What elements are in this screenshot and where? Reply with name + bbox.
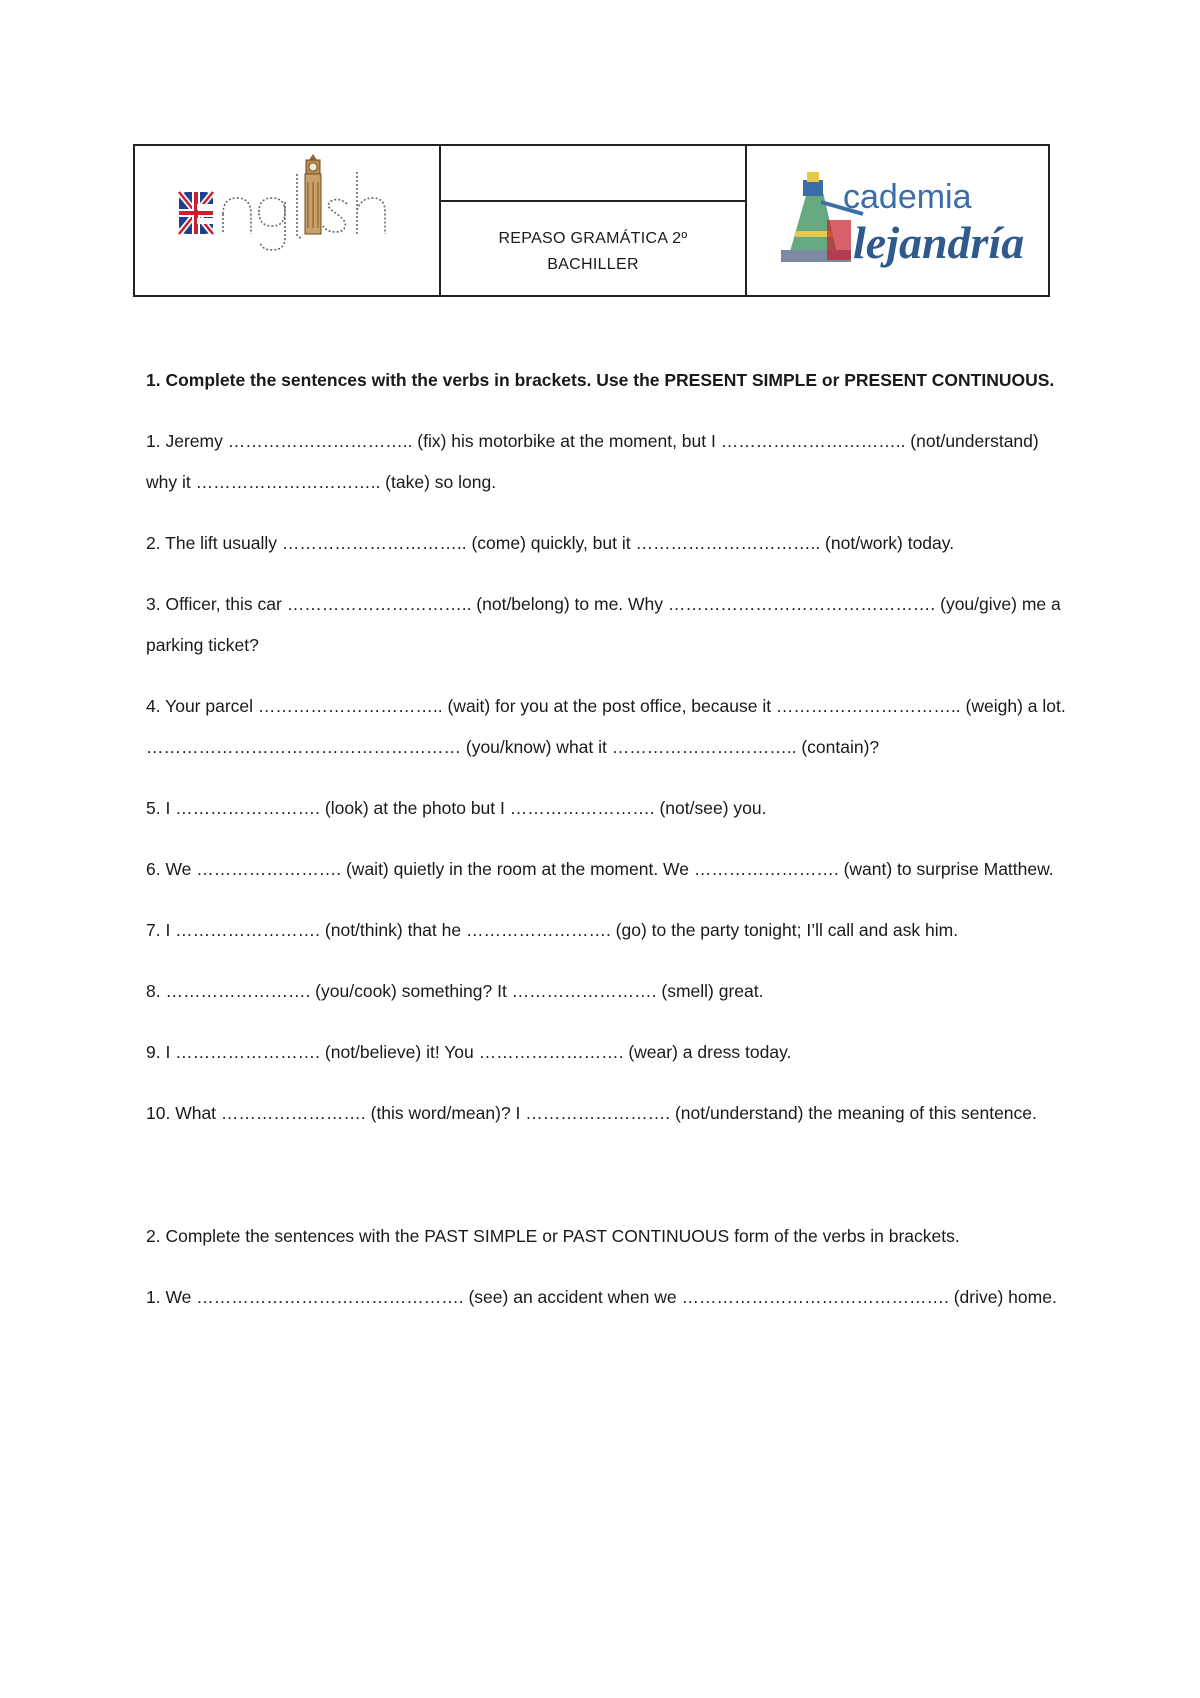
exercise-1-item-8: 8. ……………………. (you/cook) something? It ……………………. (smell) great.: [146, 981, 764, 1001]
exercise-2-item-1: 1. We ………………………………………. (see) an accident when we ………………………………………. (drive) home.: [146, 1287, 1057, 1307]
union-jack-letter-e-icon: [179, 192, 213, 234]
exercise-1-item-9: 9. I ……………………. (not/believe) it! You ……………………. (wear) a dress today.: [146, 1042, 792, 1062]
header-title-empty-row: [441, 146, 745, 202]
academia-top-text: cademia: [843, 178, 972, 216]
academia-bottom-text: lejandría: [853, 217, 1025, 268]
exercise-1-item-5: 5. I ……………………. (look) at the photo but I ……………………. (not/see) you.: [146, 798, 767, 818]
exercise-1-item-3: 3. Officer, this car ………………………….. (not/belong) to me. Why ………………………………………. (you/give) me a parking ticket?: [146, 594, 1061, 655]
header-title-line-1: REPASO GRAMÁTICA 2º: [498, 229, 688, 247]
header-cell-academia-logo: [747, 146, 1048, 295]
exercise-1-item-4: 4. Your parcel ………………………….. (wait) for you at the post office, because it ………………………….. (weigh) a lot. ……………………………………………… (you/know) what it ………………………….. (contain)?: [146, 696, 1066, 757]
header-title: [441, 202, 745, 295]
academia-alejandria-logo: [767, 150, 1037, 290]
exercise-1-title: 1. Complete the sentences with the verbs in brackets. Use the PRESENT SIMPLE or PRESENT CONTINUOUS.: [146, 370, 1055, 390]
header-table: [133, 144, 1050, 297]
exercise-1-item-10: 10. What ……………………. (this word/mean)? I ……………………. (not/understand) the meaning of this sentence.: [146, 1103, 1037, 1123]
english-logo: [175, 152, 405, 252]
exercise-1-item-2: 2. The lift usually ………………………….. (come) quickly, but it ………………………….. (not/work) today.: [146, 533, 955, 553]
header-cell-title: [441, 146, 747, 295]
worksheet-content: [146, 360, 1066, 1338]
big-ben-icon: [305, 154, 321, 234]
header-title-line-2: BACHILLER: [547, 255, 639, 273]
exercise-1-item-1: 1. Jeremy ………………………….. (fix) his motorbike at the moment, but I ………………………….. (not/understand) why it ………………………….. (take) so long.: [146, 431, 1039, 492]
exercise-2-title: 2. Complete the sentences with the PAST SIMPLE or PAST CONTINUOUS form of the verbs in brackets.: [146, 1226, 960, 1246]
header-cell-english-logo: [135, 146, 441, 295]
section-spacer: [146, 1154, 1066, 1216]
exercise-1-item-6: 6. We ……………………. (wait) quietly in the room at the moment. We ……………………. (want) to surprise Matthew.: [146, 859, 1054, 879]
exercise-1-item-7: 7. I ……………………. (not/think) that he ……………………. (go) to the party tonight; I’ll call and ask him.: [146, 920, 959, 940]
